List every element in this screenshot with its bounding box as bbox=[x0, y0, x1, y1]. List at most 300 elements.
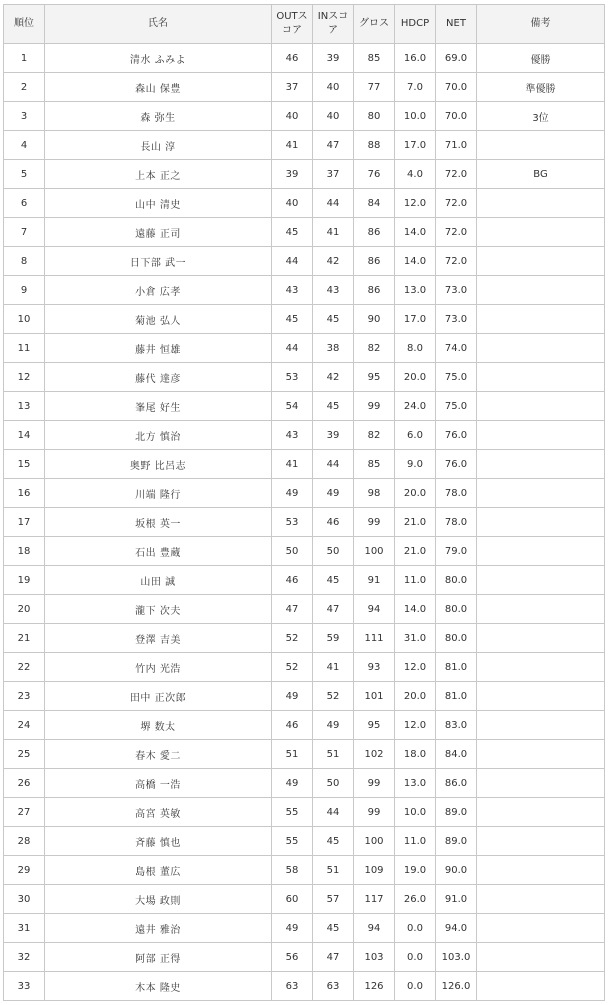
cell-gross: 91 bbox=[354, 566, 395, 595]
cell-hdcp: 10.0 bbox=[395, 798, 436, 827]
cell-in-score: 45 bbox=[313, 566, 354, 595]
cell-out-score: 53 bbox=[272, 508, 313, 537]
table-row bbox=[4, 624, 605, 653]
table-row bbox=[4, 914, 605, 943]
cell-rank: 25 bbox=[4, 740, 45, 769]
cell-note bbox=[477, 914, 605, 943]
cell-gross: 94 bbox=[354, 914, 395, 943]
cell-net: 94.0 bbox=[436, 914, 477, 943]
cell-name: 山中 清史 bbox=[45, 189, 272, 218]
cell-net: 70.0 bbox=[436, 73, 477, 102]
cell-hdcp: 24.0 bbox=[395, 392, 436, 421]
cell-out-score: 45 bbox=[272, 218, 313, 247]
cell-net: 73.0 bbox=[436, 276, 477, 305]
cell-rank: 2 bbox=[4, 73, 45, 102]
cell-rank: 33 bbox=[4, 972, 45, 1001]
cell-rank: 10 bbox=[4, 305, 45, 334]
cell-net: 75.0 bbox=[436, 363, 477, 392]
cell-out-score: 44 bbox=[272, 334, 313, 363]
cell-net: 78.0 bbox=[436, 508, 477, 537]
cell-in-score: 49 bbox=[313, 479, 354, 508]
cell-gross: 82 bbox=[354, 421, 395, 450]
cell-note bbox=[477, 972, 605, 1001]
cell-net: 79.0 bbox=[436, 537, 477, 566]
cell-note bbox=[477, 595, 605, 624]
cell-in-score: 38 bbox=[313, 334, 354, 363]
cell-name: 長山 淳 bbox=[45, 131, 272, 160]
cell-hdcp: 13.0 bbox=[395, 276, 436, 305]
cell-out-score: 46 bbox=[272, 711, 313, 740]
cell-rank: 32 bbox=[4, 943, 45, 972]
cell-gross: 77 bbox=[354, 73, 395, 102]
cell-hdcp: 13.0 bbox=[395, 769, 436, 798]
cell-hdcp: 0.0 bbox=[395, 972, 436, 1001]
header-name: 氏名 bbox=[45, 5, 272, 44]
cell-name: 島根 董広 bbox=[45, 856, 272, 885]
cell-name: 瀧下 次夫 bbox=[45, 595, 272, 624]
cell-gross: 85 bbox=[354, 450, 395, 479]
table-row bbox=[4, 276, 605, 305]
cell-net: 72.0 bbox=[436, 160, 477, 189]
cell-hdcp: 10.0 bbox=[395, 102, 436, 131]
cell-net: 72.0 bbox=[436, 218, 477, 247]
table-row bbox=[4, 827, 605, 856]
cell-name: 小倉 広孝 bbox=[45, 276, 272, 305]
cell-name: 森山 保豊 bbox=[45, 73, 272, 102]
cell-rank: 20 bbox=[4, 595, 45, 624]
table-row bbox=[4, 131, 605, 160]
table-row bbox=[4, 769, 605, 798]
cell-name: 坂根 英一 bbox=[45, 508, 272, 537]
cell-name: 木本 隆史 bbox=[45, 972, 272, 1001]
table-row bbox=[4, 218, 605, 247]
cell-rank: 19 bbox=[4, 566, 45, 595]
cell-net: 75.0 bbox=[436, 392, 477, 421]
cell-name: 遠井 雅治 bbox=[45, 914, 272, 943]
cell-net: 80.0 bbox=[436, 595, 477, 624]
cell-net: 83.0 bbox=[436, 711, 477, 740]
cell-gross: 85 bbox=[354, 44, 395, 73]
table-row bbox=[4, 653, 605, 682]
cell-note bbox=[477, 247, 605, 276]
cell-hdcp: 11.0 bbox=[395, 566, 436, 595]
cell-note bbox=[477, 450, 605, 479]
cell-net: 103.0 bbox=[436, 943, 477, 972]
cell-rank: 12 bbox=[4, 363, 45, 392]
cell-gross: 100 bbox=[354, 827, 395, 856]
cell-hdcp: 8.0 bbox=[395, 334, 436, 363]
table-row bbox=[4, 363, 605, 392]
cell-note bbox=[477, 334, 605, 363]
cell-out-score: 49 bbox=[272, 479, 313, 508]
cell-hdcp: 9.0 bbox=[395, 450, 436, 479]
cell-in-score: 57 bbox=[313, 885, 354, 914]
cell-name: 藤井 恒雄 bbox=[45, 334, 272, 363]
cell-rank: 15 bbox=[4, 450, 45, 479]
cell-out-score: 46 bbox=[272, 566, 313, 595]
cell-out-score: 40 bbox=[272, 102, 313, 131]
cell-out-score: 43 bbox=[272, 421, 313, 450]
cell-net: 80.0 bbox=[436, 624, 477, 653]
cell-gross: 99 bbox=[354, 798, 395, 827]
cell-name: 登澤 吉美 bbox=[45, 624, 272, 653]
cell-out-score: 54 bbox=[272, 392, 313, 421]
cell-hdcp: 16.0 bbox=[395, 44, 436, 73]
cell-name: 上本 正之 bbox=[45, 160, 272, 189]
cell-hdcp: 14.0 bbox=[395, 247, 436, 276]
cell-net: 78.0 bbox=[436, 479, 477, 508]
table-row bbox=[4, 711, 605, 740]
cell-net: 89.0 bbox=[436, 827, 477, 856]
cell-net: 89.0 bbox=[436, 798, 477, 827]
header-row bbox=[4, 5, 605, 44]
cell-note: BG bbox=[477, 160, 605, 189]
cell-net: 73.0 bbox=[436, 305, 477, 334]
cell-gross: 101 bbox=[354, 682, 395, 711]
table-row bbox=[4, 595, 605, 624]
cell-hdcp: 18.0 bbox=[395, 740, 436, 769]
cell-out-score: 55 bbox=[272, 827, 313, 856]
cell-net: 84.0 bbox=[436, 740, 477, 769]
cell-gross: 99 bbox=[354, 392, 395, 421]
cell-net: 126.0 bbox=[436, 972, 477, 1001]
cell-out-score: 52 bbox=[272, 624, 313, 653]
cell-note bbox=[477, 537, 605, 566]
cell-net: 74.0 bbox=[436, 334, 477, 363]
cell-rank: 26 bbox=[4, 769, 45, 798]
cell-in-score: 41 bbox=[313, 218, 354, 247]
table-row bbox=[4, 885, 605, 914]
cell-gross: 126 bbox=[354, 972, 395, 1001]
cell-out-score: 49 bbox=[272, 914, 313, 943]
cell-name: 日下部 武一 bbox=[45, 247, 272, 276]
cell-gross: 100 bbox=[354, 537, 395, 566]
cell-in-score: 44 bbox=[313, 189, 354, 218]
table-row bbox=[4, 943, 605, 972]
header-net: NET bbox=[436, 5, 477, 44]
cell-net: 76.0 bbox=[436, 450, 477, 479]
cell-out-score: 41 bbox=[272, 131, 313, 160]
cell-out-score: 55 bbox=[272, 798, 313, 827]
cell-net: 91.0 bbox=[436, 885, 477, 914]
table-row bbox=[4, 392, 605, 421]
table-row bbox=[4, 421, 605, 450]
cell-name: 高橋 一浩 bbox=[45, 769, 272, 798]
cell-name: 菊池 弘人 bbox=[45, 305, 272, 334]
cell-name: 遠藤 正司 bbox=[45, 218, 272, 247]
cell-in-score: 42 bbox=[313, 363, 354, 392]
table-row bbox=[4, 972, 605, 1001]
cell-net: 80.0 bbox=[436, 566, 477, 595]
cell-note bbox=[477, 769, 605, 798]
cell-net: 72.0 bbox=[436, 247, 477, 276]
cell-name: 藤代 達彦 bbox=[45, 363, 272, 392]
cell-name: 堺 数太 bbox=[45, 711, 272, 740]
cell-in-score: 51 bbox=[313, 740, 354, 769]
cell-note bbox=[477, 305, 605, 334]
cell-hdcp: 21.0 bbox=[395, 537, 436, 566]
cell-name: 春木 愛二 bbox=[45, 740, 272, 769]
cell-in-score: 44 bbox=[313, 798, 354, 827]
cell-net: 72.0 bbox=[436, 189, 477, 218]
cell-hdcp: 21.0 bbox=[395, 508, 436, 537]
cell-note bbox=[477, 218, 605, 247]
table-row bbox=[4, 247, 605, 276]
cell-in-score: 42 bbox=[313, 247, 354, 276]
cell-gross: 95 bbox=[354, 363, 395, 392]
cell-hdcp: 31.0 bbox=[395, 624, 436, 653]
cell-gross: 103 bbox=[354, 943, 395, 972]
cell-out-score: 47 bbox=[272, 595, 313, 624]
cell-gross: 86 bbox=[354, 218, 395, 247]
cell-rank: 27 bbox=[4, 798, 45, 827]
cell-in-score: 52 bbox=[313, 682, 354, 711]
cell-rank: 29 bbox=[4, 856, 45, 885]
cell-note bbox=[477, 711, 605, 740]
cell-net: 81.0 bbox=[436, 682, 477, 711]
cell-note bbox=[477, 885, 605, 914]
cell-note bbox=[477, 276, 605, 305]
cell-note bbox=[477, 131, 605, 160]
cell-hdcp: 12.0 bbox=[395, 711, 436, 740]
cell-gross: 80 bbox=[354, 102, 395, 131]
cell-out-score: 50 bbox=[272, 537, 313, 566]
cell-rank: 31 bbox=[4, 914, 45, 943]
cell-gross: 86 bbox=[354, 247, 395, 276]
cell-rank: 16 bbox=[4, 479, 45, 508]
cell-out-score: 49 bbox=[272, 682, 313, 711]
cell-in-score: 46 bbox=[313, 508, 354, 537]
cell-in-score: 39 bbox=[313, 421, 354, 450]
cell-name: 川端 隆行 bbox=[45, 479, 272, 508]
cell-gross: 95 bbox=[354, 711, 395, 740]
cell-rank: 23 bbox=[4, 682, 45, 711]
cell-note bbox=[477, 943, 605, 972]
cell-hdcp: 7.0 bbox=[395, 73, 436, 102]
table-row bbox=[4, 334, 605, 363]
header-out-score: OUTスコア bbox=[272, 5, 313, 44]
cell-rank: 8 bbox=[4, 247, 45, 276]
cell-rank: 4 bbox=[4, 131, 45, 160]
header-hdcp: HDCP bbox=[395, 5, 436, 44]
cell-hdcp: 0.0 bbox=[395, 943, 436, 972]
results-table bbox=[3, 4, 605, 1001]
table-header bbox=[4, 5, 605, 44]
cell-rank: 9 bbox=[4, 276, 45, 305]
cell-net: 76.0 bbox=[436, 421, 477, 450]
cell-hdcp: 20.0 bbox=[395, 479, 436, 508]
cell-out-score: 52 bbox=[272, 653, 313, 682]
cell-in-score: 63 bbox=[313, 972, 354, 1001]
cell-hdcp: 17.0 bbox=[395, 131, 436, 160]
cell-hdcp: 19.0 bbox=[395, 856, 436, 885]
cell-gross: 93 bbox=[354, 653, 395, 682]
table-row bbox=[4, 450, 605, 479]
cell-hdcp: 20.0 bbox=[395, 363, 436, 392]
cell-gross: 99 bbox=[354, 769, 395, 798]
cell-name: 森 弥生 bbox=[45, 102, 272, 131]
cell-in-score: 59 bbox=[313, 624, 354, 653]
cell-name: 北方 慎治 bbox=[45, 421, 272, 450]
table-row bbox=[4, 740, 605, 769]
cell-in-score: 40 bbox=[313, 73, 354, 102]
cell-rank: 17 bbox=[4, 508, 45, 537]
cell-in-score: 45 bbox=[313, 914, 354, 943]
cell-note bbox=[477, 856, 605, 885]
cell-hdcp: 14.0 bbox=[395, 595, 436, 624]
cell-gross: 94 bbox=[354, 595, 395, 624]
cell-note bbox=[477, 363, 605, 392]
cell-note bbox=[477, 189, 605, 218]
cell-name: 奥野 比呂志 bbox=[45, 450, 272, 479]
cell-hdcp: 4.0 bbox=[395, 160, 436, 189]
cell-net: 86.0 bbox=[436, 769, 477, 798]
cell-in-score: 44 bbox=[313, 450, 354, 479]
cell-out-score: 56 bbox=[272, 943, 313, 972]
cell-out-score: 44 bbox=[272, 247, 313, 276]
cell-rank: 1 bbox=[4, 44, 45, 73]
cell-note bbox=[477, 653, 605, 682]
cell-rank: 22 bbox=[4, 653, 45, 682]
cell-gross: 90 bbox=[354, 305, 395, 334]
cell-note bbox=[477, 827, 605, 856]
table-row bbox=[4, 856, 605, 885]
cell-rank: 18 bbox=[4, 537, 45, 566]
cell-out-score: 53 bbox=[272, 363, 313, 392]
cell-gross: 88 bbox=[354, 131, 395, 160]
cell-gross: 117 bbox=[354, 885, 395, 914]
cell-in-score: 41 bbox=[313, 653, 354, 682]
cell-note bbox=[477, 624, 605, 653]
cell-out-score: 43 bbox=[272, 276, 313, 305]
cell-out-score: 45 bbox=[272, 305, 313, 334]
cell-rank: 6 bbox=[4, 189, 45, 218]
cell-name: 竹内 光浩 bbox=[45, 653, 272, 682]
cell-rank: 24 bbox=[4, 711, 45, 740]
cell-hdcp: 14.0 bbox=[395, 218, 436, 247]
cell-in-score: 47 bbox=[313, 131, 354, 160]
cell-out-score: 51 bbox=[272, 740, 313, 769]
cell-out-score: 40 bbox=[272, 189, 313, 218]
cell-hdcp: 0.0 bbox=[395, 914, 436, 943]
cell-hdcp: 20.0 bbox=[395, 682, 436, 711]
table-row bbox=[4, 44, 605, 73]
table-row bbox=[4, 479, 605, 508]
cell-name: 斉藤 慎也 bbox=[45, 827, 272, 856]
cell-net: 71.0 bbox=[436, 131, 477, 160]
cell-hdcp: 11.0 bbox=[395, 827, 436, 856]
cell-in-score: 51 bbox=[313, 856, 354, 885]
cell-hdcp: 17.0 bbox=[395, 305, 436, 334]
table-row bbox=[4, 682, 605, 711]
cell-out-score: 58 bbox=[272, 856, 313, 885]
header-gross: グロス bbox=[354, 5, 395, 44]
cell-out-score: 63 bbox=[272, 972, 313, 1001]
cell-gross: 84 bbox=[354, 189, 395, 218]
cell-in-score: 39 bbox=[313, 44, 354, 73]
cell-rank: 11 bbox=[4, 334, 45, 363]
cell-rank: 5 bbox=[4, 160, 45, 189]
cell-in-score: 50 bbox=[313, 537, 354, 566]
table-row bbox=[4, 305, 605, 334]
cell-note bbox=[477, 421, 605, 450]
cell-rank: 7 bbox=[4, 218, 45, 247]
header-rank: 順位 bbox=[4, 5, 45, 44]
cell-gross: 86 bbox=[354, 276, 395, 305]
cell-name: 清水 ふみよ bbox=[45, 44, 272, 73]
cell-out-score: 39 bbox=[272, 160, 313, 189]
cell-in-score: 47 bbox=[313, 943, 354, 972]
cell-name: 石出 豊蔵 bbox=[45, 537, 272, 566]
cell-rank: 3 bbox=[4, 102, 45, 131]
cell-rank: 21 bbox=[4, 624, 45, 653]
cell-gross: 98 bbox=[354, 479, 395, 508]
cell-name: 大場 政則 bbox=[45, 885, 272, 914]
cell-rank: 30 bbox=[4, 885, 45, 914]
cell-hdcp: 12.0 bbox=[395, 189, 436, 218]
cell-in-score: 45 bbox=[313, 305, 354, 334]
table-row bbox=[4, 189, 605, 218]
table-row bbox=[4, 537, 605, 566]
cell-gross: 111 bbox=[354, 624, 395, 653]
table-row bbox=[4, 102, 605, 131]
header-note: 備考 bbox=[477, 5, 605, 44]
cell-name: 峯尾 好生 bbox=[45, 392, 272, 421]
cell-note: 準優勝 bbox=[477, 73, 605, 102]
cell-note: 3位 bbox=[477, 102, 605, 131]
cell-note bbox=[477, 682, 605, 711]
cell-rank: 14 bbox=[4, 421, 45, 450]
cell-out-score: 49 bbox=[272, 769, 313, 798]
table-row bbox=[4, 508, 605, 537]
cell-note bbox=[477, 479, 605, 508]
cell-in-score: 47 bbox=[313, 595, 354, 624]
cell-net: 90.0 bbox=[436, 856, 477, 885]
table-row bbox=[4, 160, 605, 189]
cell-out-score: 37 bbox=[272, 73, 313, 102]
cell-name: 高宮 英敏 bbox=[45, 798, 272, 827]
cell-hdcp: 12.0 bbox=[395, 653, 436, 682]
cell-in-score: 50 bbox=[313, 769, 354, 798]
cell-gross: 99 bbox=[354, 508, 395, 537]
cell-hdcp: 6.0 bbox=[395, 421, 436, 450]
cell-note bbox=[477, 798, 605, 827]
cell-rank: 28 bbox=[4, 827, 45, 856]
cell-note bbox=[477, 566, 605, 595]
cell-name: 山田 誠 bbox=[45, 566, 272, 595]
cell-in-score: 40 bbox=[313, 102, 354, 131]
header-in-score: INスコア bbox=[313, 5, 354, 44]
cell-in-score: 49 bbox=[313, 711, 354, 740]
cell-out-score: 46 bbox=[272, 44, 313, 73]
cell-in-score: 43 bbox=[313, 276, 354, 305]
cell-net: 81.0 bbox=[436, 653, 477, 682]
cell-note bbox=[477, 740, 605, 769]
table-row bbox=[4, 566, 605, 595]
table-row bbox=[4, 73, 605, 102]
cell-note: 優勝 bbox=[477, 44, 605, 73]
table-body bbox=[4, 44, 605, 1001]
cell-gross: 102 bbox=[354, 740, 395, 769]
cell-out-score: 60 bbox=[272, 885, 313, 914]
cell-name: 阿部 正得 bbox=[45, 943, 272, 972]
cell-gross: 82 bbox=[354, 334, 395, 363]
cell-rank: 13 bbox=[4, 392, 45, 421]
cell-in-score: 45 bbox=[313, 827, 354, 856]
cell-in-score: 37 bbox=[313, 160, 354, 189]
cell-hdcp: 26.0 bbox=[395, 885, 436, 914]
cell-in-score: 45 bbox=[313, 392, 354, 421]
